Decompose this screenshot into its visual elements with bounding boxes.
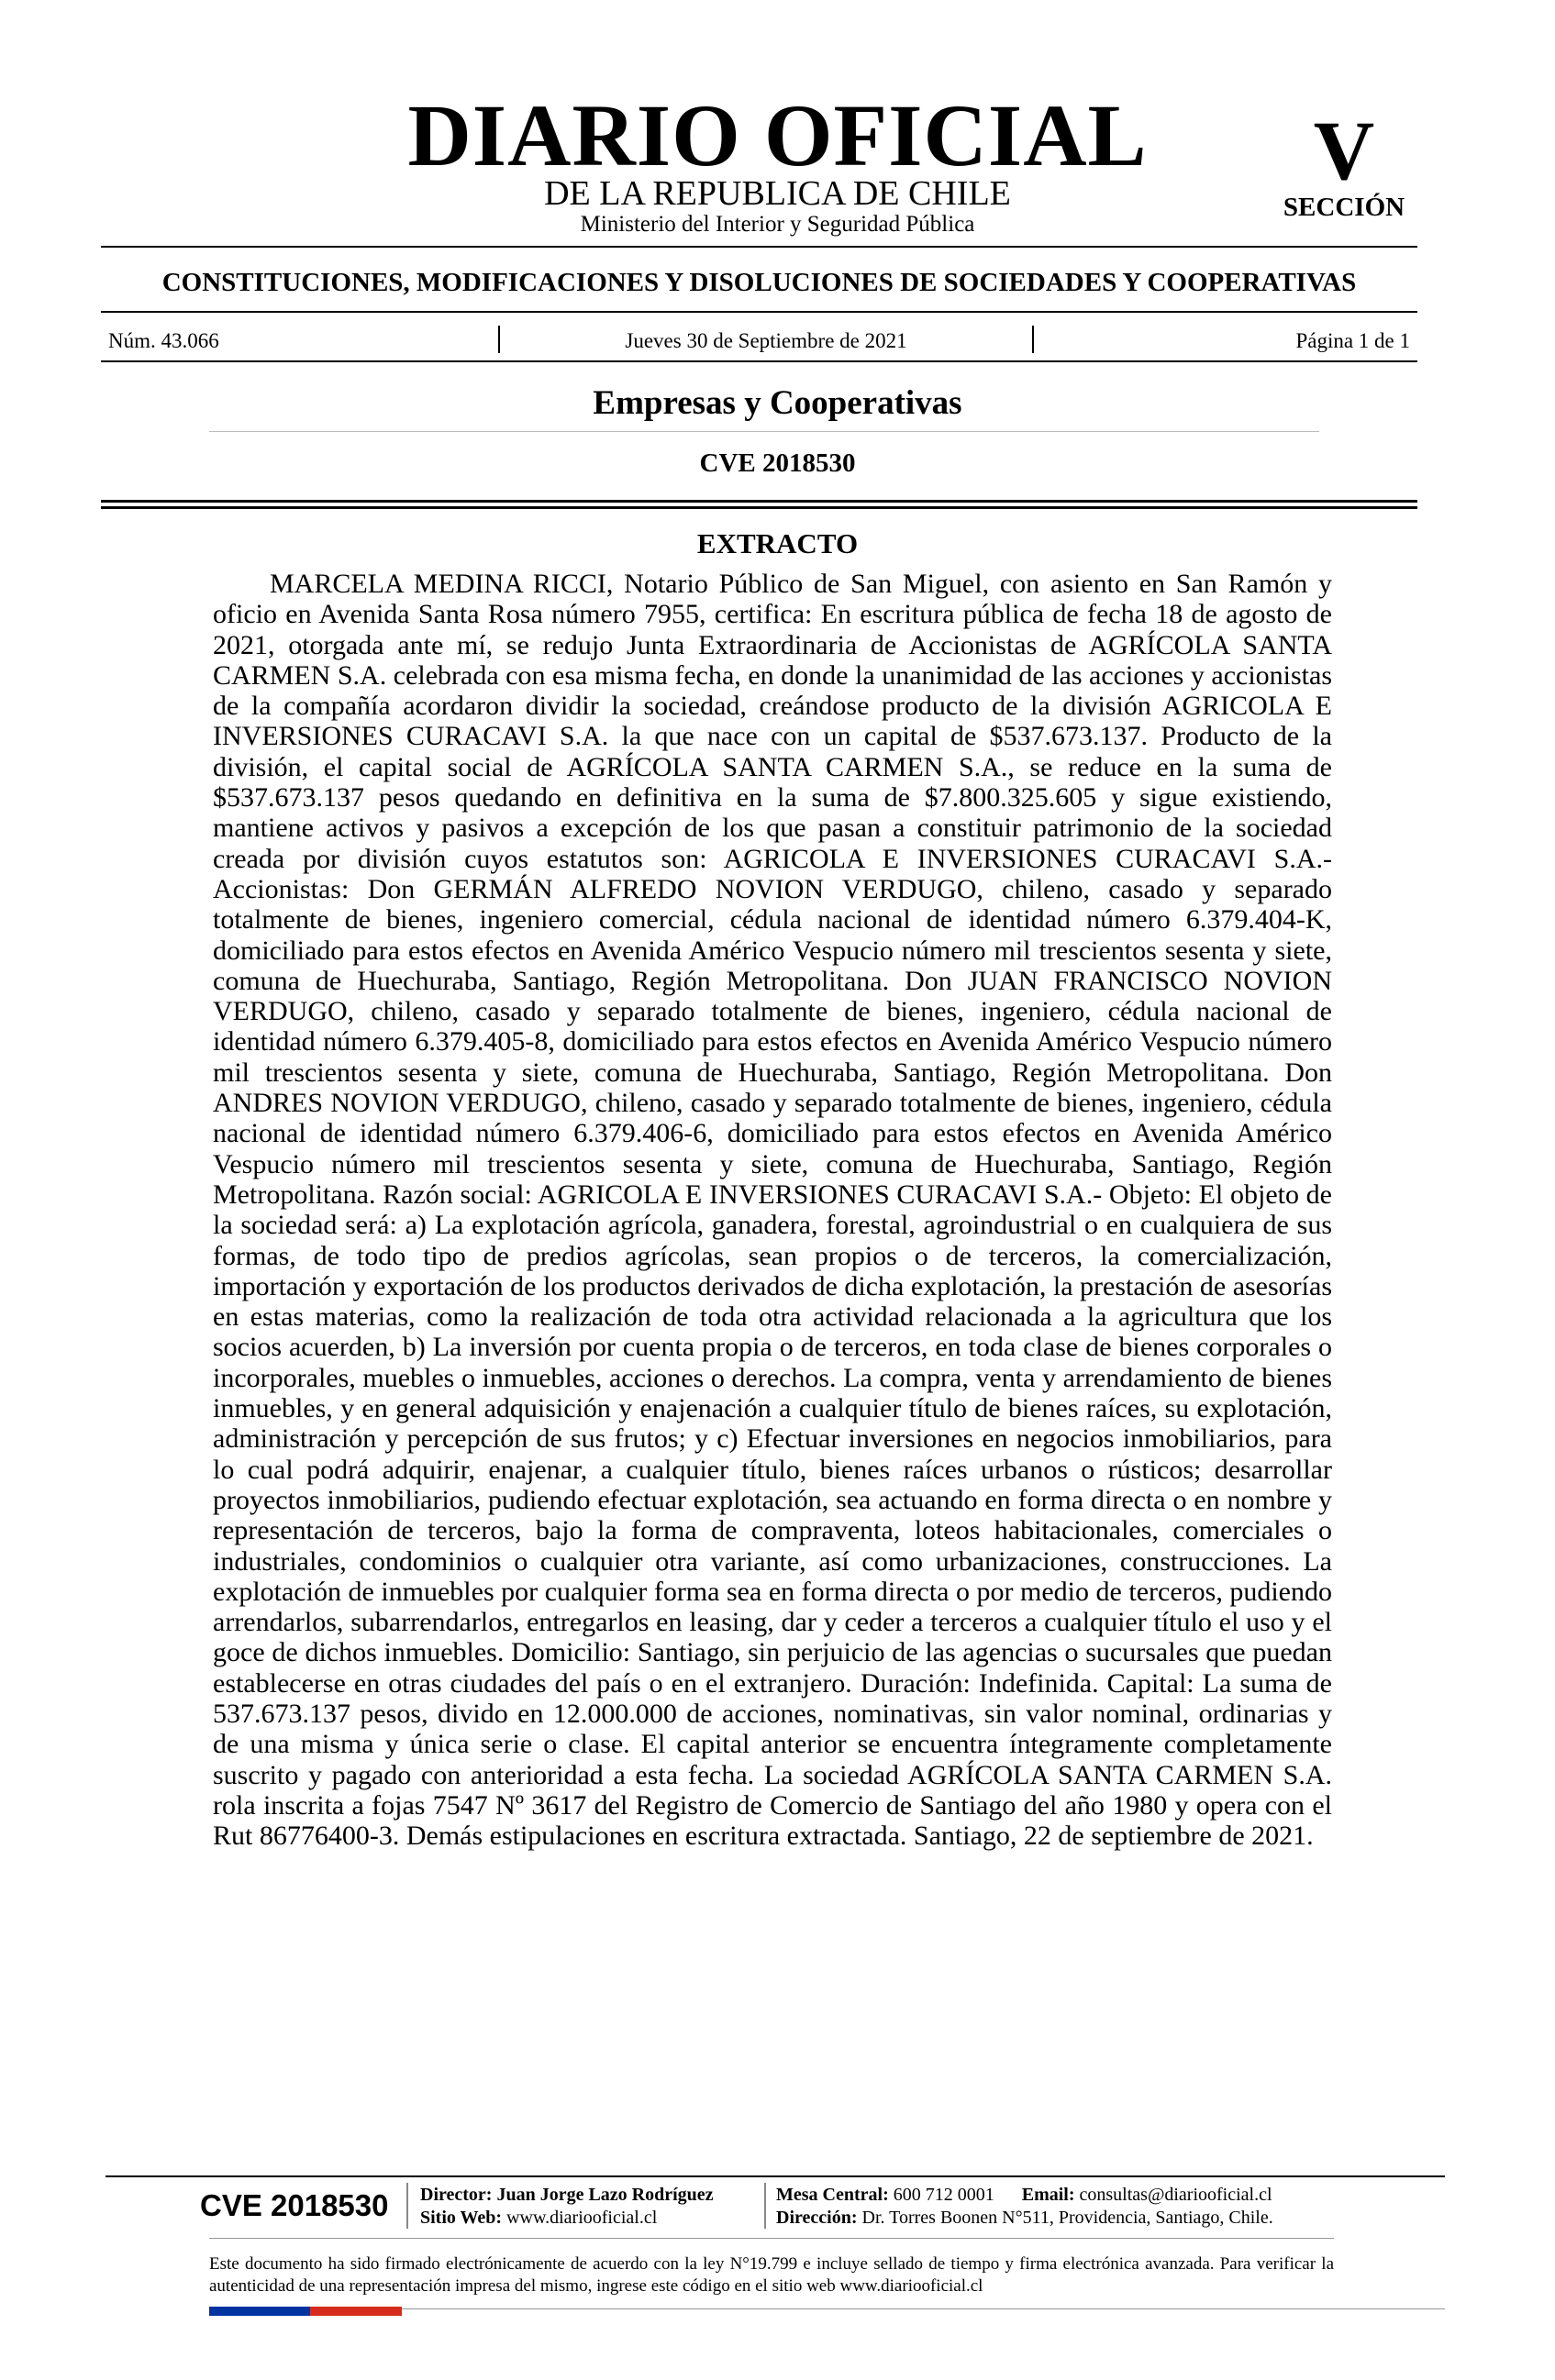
section-title: CONSTITUCIONES, MODIFICACIONES Y DISOLUCIONES DE SOCIEDADES Y COOPERATIVAS [161,268,1357,297]
phone-label: Mesa Central: [776,2185,889,2205]
masthead-title: DIARIO OFICIAL [407,86,1148,184]
phone-number: 600 712 0001 [893,2185,994,2205]
document-body: MARCELA MEDINA RICCI, Notario Público de San Miguel, con asiento en San Ramón y oficio en Avenida Santa Rosa número 7955, certifica: En escritura pública de fecha 18 de agosto de 2021, otorgada ante mí, se redujo Junta Extraordinaria de Accionistas de AGRÍCOLA SANTA CARMEN S.A. celebrada con esa misma fecha, en donde la unanimidad de las acciones y accionistas de la compañía acordaron dividir la sociedad, creándose producto de la división AGRICOLA E INVERSIONES CURACAVI S.A. la que nace con un capital de $537.673.137. Producto de la división, el capital social de AGRÍCOLA SANTA CARMEN S.A., se reduce en la suma de $537.673.137 pesos quedando en definitiva en la suma de $7.800.325.605 y sigue existiendo, mantiene activos y pasivos a excepción de los que pasan a constituir patrimonio de la sociedad creada por división cuyos estatutos son: AGRICOLA E INVERSIONES CURACAVI S.A.- Accionistas: Don GERMÁN ALFREDO NOVION VERDUGO, chileno, casado y separado totalmente de bienes, ingeniero comercial, cédula nacional de identidad número 6.379.404-K, domiciliado para estos efectos en Avenida Américo Vespucio número mil trescientos sesenta y siete, comuna de Huechuraba, Santiago, Región Metropolitana. Don JUAN FRANCISCO NOVION VERDUGO, chileno, casado y separado totalmente de bienes, ingeniero, cédula nacional de identidad número 6.379.405-8, domiciliado para estos efectos en Avenida Américo Vespucio número mil trescientos sesenta y siete, comuna de Huechuraba, Santiago, Región Metropolitana. Don ANDRES NOVION VERDUGO, chileno, casado y separado totalmente de bienes, ingeniero, cédula nacional de identidad número 6.379.406-6, domiciliado para estos efectos en Avenida Américo Vespucio número mil trescientos sesenta y siete, comuna de Huechuraba, Santiago, Región Metropolitana. Razón social: AGRICOLA E INVERSIONES CURACAVI S.A.- Objeto: El objeto de la sociedad será: a) La explotación agrícola, ganadera, forestal, agroindustrial o en cualquiera de sus formas, de todo tipo de predios agrícolas, sean propios o de terceros, la comercialización, importación y exportación de los productos derivados de dicha explotación, la prestación de asesorías en estas materias, como la realización de toda otra actividad relacionada a la agricultura que los socios acuerden, b) La inversión por cuenta propia o de terceros, en toda clase de bienes corporales o incorporales, muebles o inmuebles, acciones o derechos. La compra, venta y arrendamiento de bienes inmuebles, y en general adquisición y enajenación a cualquier título de bienes raíces, su explotación, administración y percepción de sus frutos; y c) Efectuar inversiones en negocios inmobiliarios, para lo cual podrá adquirir, enajenar, a cualquier título, bienes raíces urbanos o rústicos; desarrollar proyectos inmobiliarios, pudiendo efectuar explotación, sea actuando en forma directa o en nombre y representación de terceros, bajo la forma de compraventa, loteos habitacionales, comerciales o industriales, condominios o cualquier otra variante, así como urbanizaciones, construcciones. La explotación de inmuebles por cualquier forma sea en forma directa o por medio de terceros, pudiendo arrendarlos, subarrendarlos, entregarlos en leasing, dar y ceder a terceros a cualquier título el uso y el goce de dichos inmuebles. Domicilio: Santiago, sin perjuicio de las agencias o sucursales que puedan establecerse en otras ciudades del país o en el extranjero. Duración: Indefinida. Capital: La suma de 537.673.137 pesos, divido en 12.000.000 de acciones, nominativas, sin valor nominal, ordinarias y de una misma y única serie o clase. El capital anterior se encuentra íntegramente completamente suscrito y pagado con anterioridad a esta fecha. La sociedad AGRÍCOLA SANTA CARMEN S.A. rola inscrita a fojas 7547 Nº 3617 del Registro de Comercio de Santiago del año 1980 y opera con el Rut 86776400-3. Demás estipulaciones en escritura extractada. Santiago, 22 de septiembre de 2021. [213,569,1332,1852]
category-title: Empresas y Cooperativas [593,384,962,422]
flag-stripe-blue [209,2307,310,2316]
address-label: Dirección: [776,2208,858,2228]
footer-thin-rule [209,2238,1334,2239]
director-name: Juan Jorge Lazo Rodríguez [496,2185,714,2205]
footer-disclaimer: Este documento ha sido firmado electrónicamente de acuerdo con la ley N°19.799 e incluye sellado de tiempo y firma electrónica avanzada. Para verificar la autenticidad de una representación impresa del mismo, ingrese este código en el sitio web www.diariooficial.cl [209,2254,1334,2296]
footer-cve-code: CVE 2018530 [200,2188,389,2222]
footer-contact [776,2183,1272,2207]
masthead-subtitle: DE LA REPUBLICA DE CHILE [544,174,1011,213]
footer-website [420,2206,657,2230]
director-label: Director: [420,2185,493,2205]
email-link[interactable]: consultas@diariooficial.cl [1079,2185,1272,2205]
website-link[interactable]: www.diariooficial.cl [506,2208,658,2228]
category-rule [209,431,1319,432]
document-title: EXTRACTO [696,527,859,559]
header-rule [101,246,1417,248]
section-letter: V [1313,104,1375,197]
footer-director [420,2183,714,2207]
flag-stripe-red [310,2307,402,2316]
issue-number: Núm. 43.066 [108,329,219,352]
cve-code: CVE 2018530 [699,448,856,478]
issue-date: Jueves 30 de Septiembre de 2021 [625,329,907,352]
footer-address [776,2206,1273,2230]
footer-divider [406,2183,408,2229]
section-word: SECCIÓN [1283,193,1405,222]
footer-rule [106,2175,1445,2177]
page-indicator: Página 1 de 1 [1295,329,1410,352]
address-text: Dr. Torres Boonen N°511, Providencia, Santiago, Chile. [861,2208,1273,2228]
email-label: Email: [1021,2185,1075,2205]
cve-rule-top [101,500,1417,503]
ministry-line: Ministerio del Interior y Seguridad Pública [580,212,975,237]
section-rule [101,311,1417,313]
cve-rule-bottom [101,506,1417,509]
info-rule [101,360,1417,362]
info-separator [1032,326,1034,353]
footer-divider [764,2183,766,2229]
website-label: Sitio Web: [420,2208,503,2228]
